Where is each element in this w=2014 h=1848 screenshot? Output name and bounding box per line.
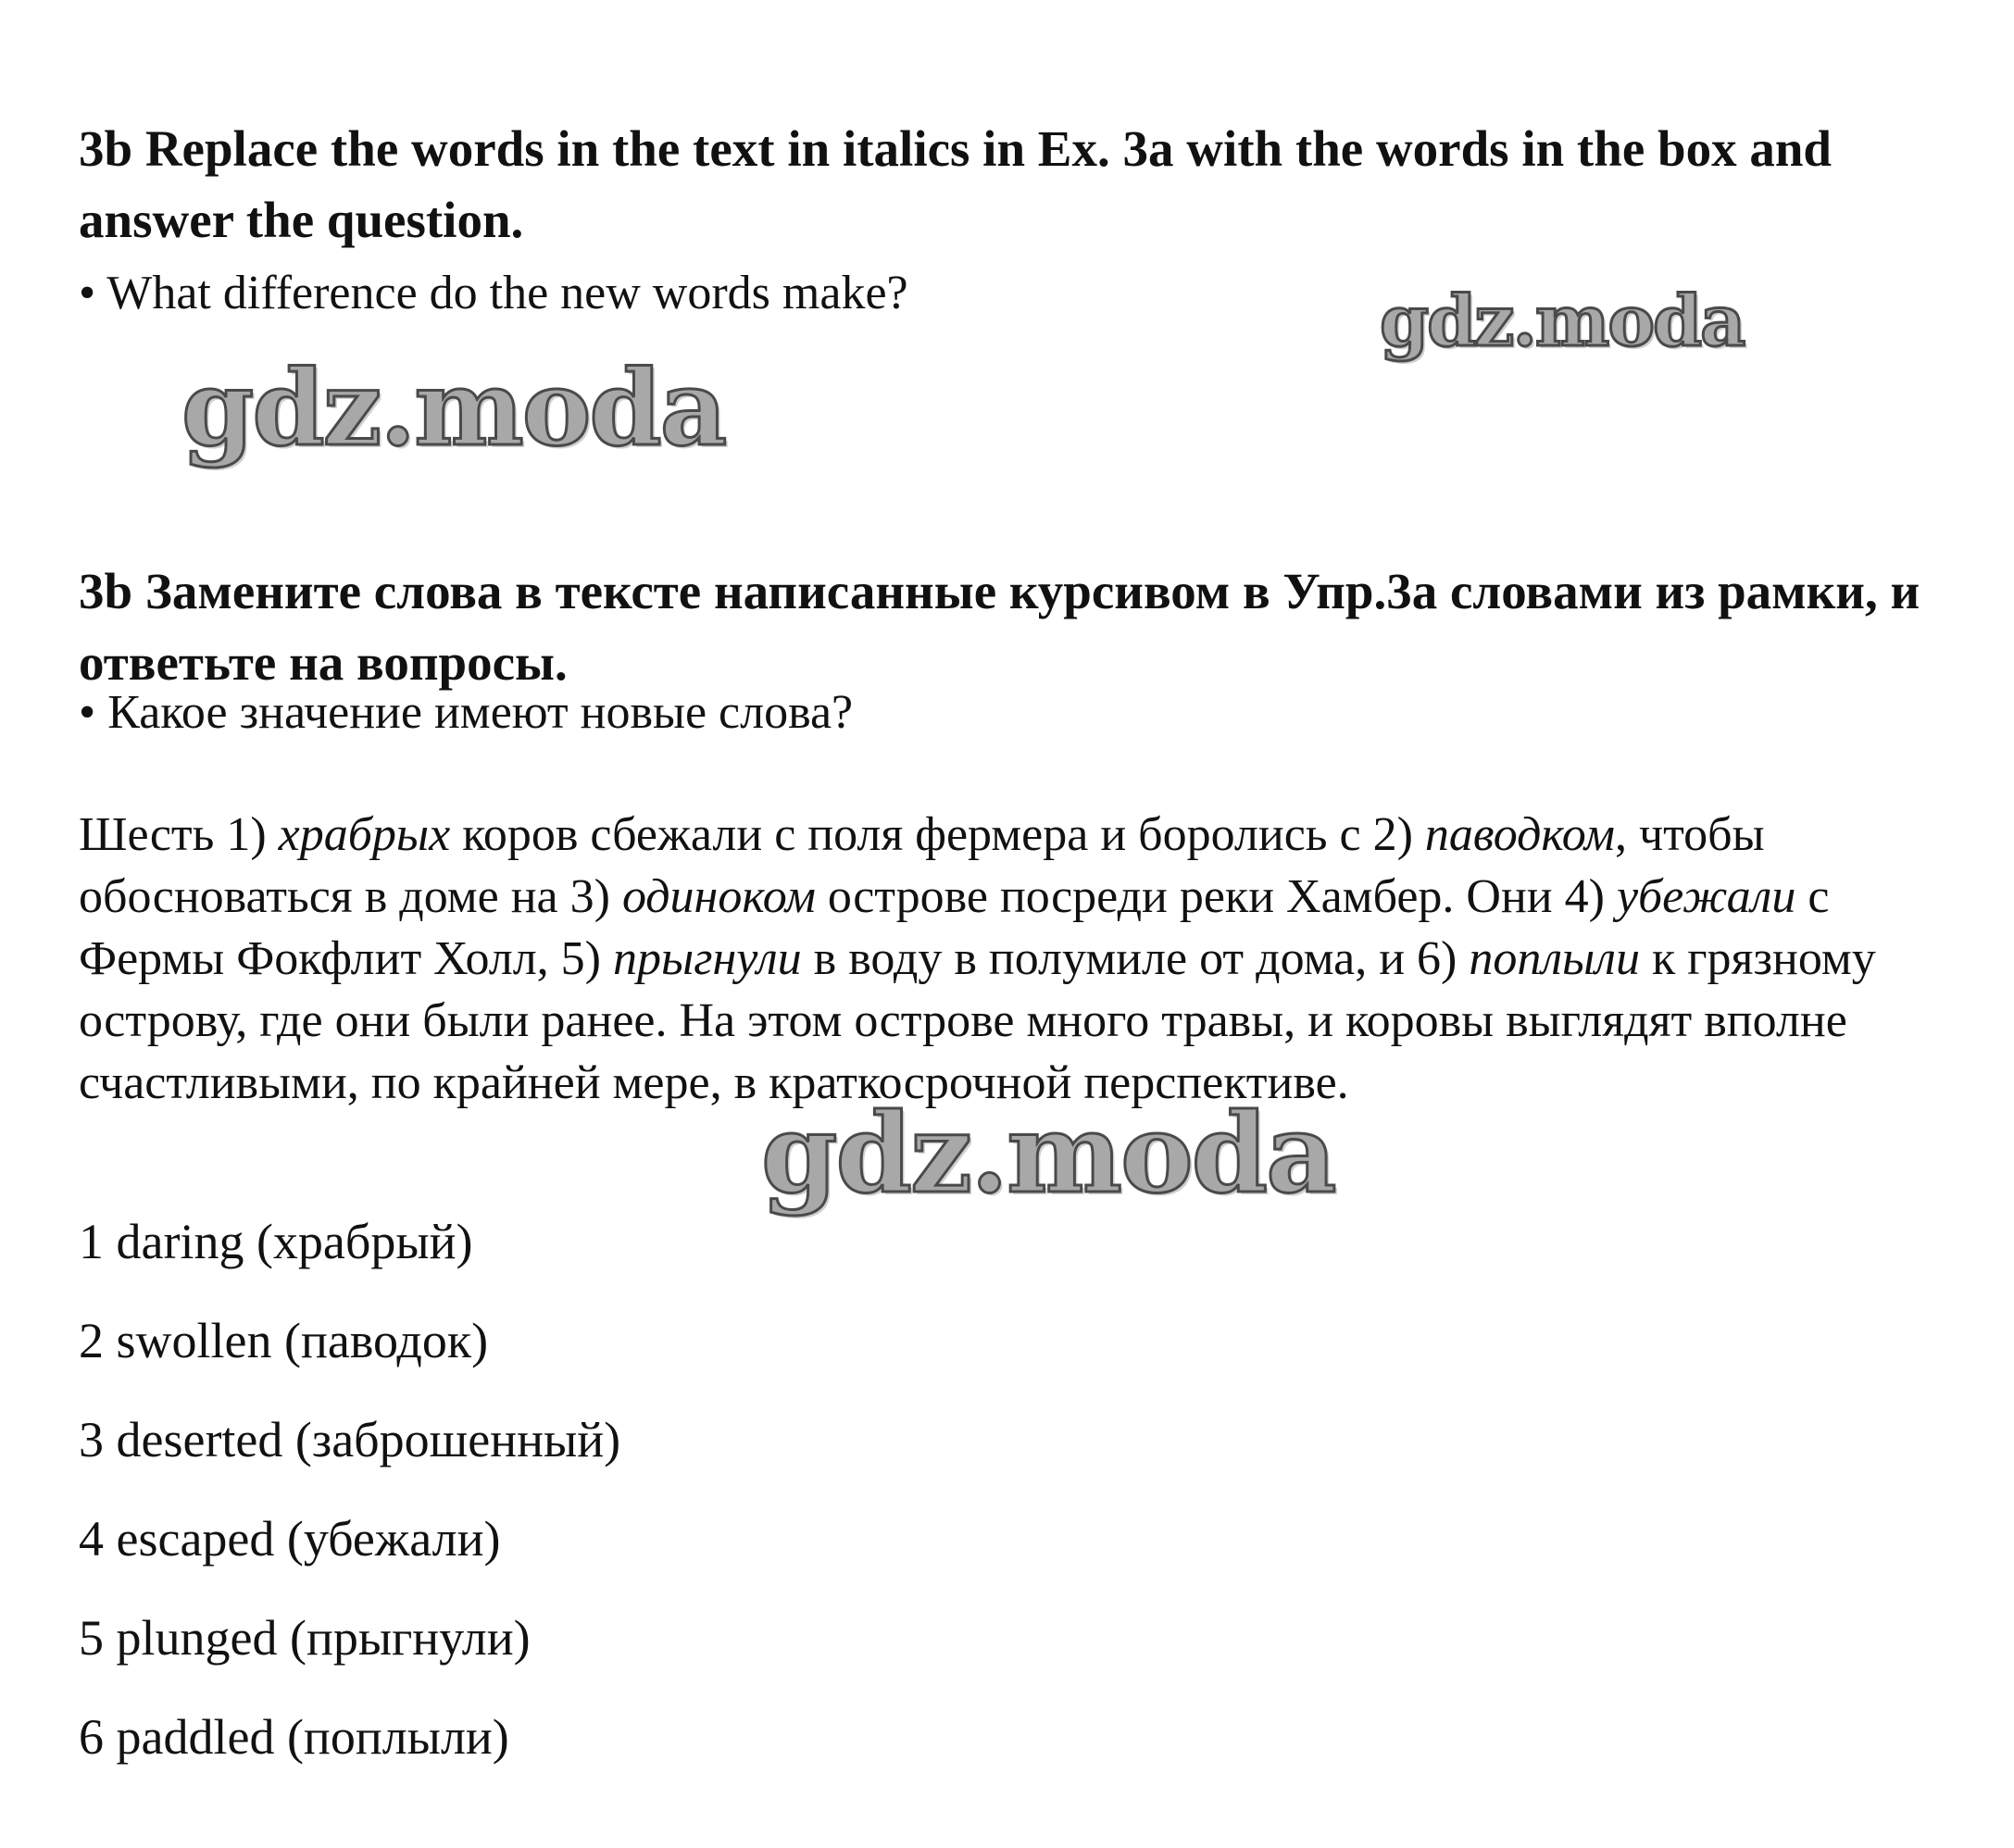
answer-item-2: 2 swollen (паводок)	[79, 1313, 489, 1368]
italic-word-1: храбрых	[278, 808, 451, 861]
watermark-logo: gdz.moda	[181, 348, 726, 469]
italic-word-5: прыгнули	[612, 932, 802, 985]
paragraph-segment: с Фермы Фокфлит Холл, 5)	[79, 870, 1830, 985]
watermark-logo: gdz.moda	[761, 1089, 1335, 1217]
paragraph-segment: острове посреди реки Хамбер. Они 4)	[815, 870, 1617, 923]
english-task-heading	[79, 113, 1931, 256]
paragraph-segment: к грязному острову, где они были ранее. На этом острове много травы, и коровы выглядят вполне счастливыми, по крайней мере, в краткосрочной перспективе.	[79, 932, 1876, 1109]
answer-item-1: 1 daring (храбрый)	[79, 1214, 473, 1269]
paragraph-body	[79, 804, 1931, 1114]
italic-word-3: одиноком	[621, 870, 816, 923]
english-heading-text: 3b Replace the words in the text in italics in Ex. 3a with the words in the box and answer the question.	[79, 120, 1833, 248]
italic-word-6: поплыли	[1469, 932, 1640, 985]
russian-heading-text: 3b Замените слова в тексте написанные курсивом в Упр.3а словами из рамки, и ответьте на вопросы.	[79, 563, 1920, 691]
paragraph-segment: коров сбежали с поля фермера и боролись с 2)	[450, 808, 1425, 861]
paragraph-segment: , чтобы обосноваться в доме на 3)	[79, 808, 1765, 923]
russian-task-heading	[79, 556, 1931, 698]
watermark-logo: gdz.moda	[1380, 280, 1745, 362]
translated-text-paragraph	[79, 804, 1931, 1114]
answer-item-4: 4 escaped (убежали)	[79, 1511, 501, 1567]
answer-item-5: 5 plunged (прыгнули)	[79, 1610, 531, 1666]
answer-item-3: 3 deserted (заброшенный)	[79, 1412, 621, 1467]
italic-word-2: паводком	[1424, 808, 1615, 861]
english-bullet-text: • What difference do the new words make?	[79, 267, 908, 319]
english-question	[79, 261, 1931, 326]
answer-list	[79, 1213, 620, 1807]
answer-item-6: 6 paddled (поплыли)	[79, 1709, 509, 1765]
russian-question	[79, 681, 1931, 745]
paragraph-segment: Шесть 1)	[79, 808, 279, 861]
paragraph-segment: в воду в полумиле от дома, и 6)	[801, 932, 1470, 985]
russian-bullet-text: • Какое значение имеют новые слова?	[79, 686, 854, 739]
italic-word-4: убежали	[1616, 870, 1796, 923]
